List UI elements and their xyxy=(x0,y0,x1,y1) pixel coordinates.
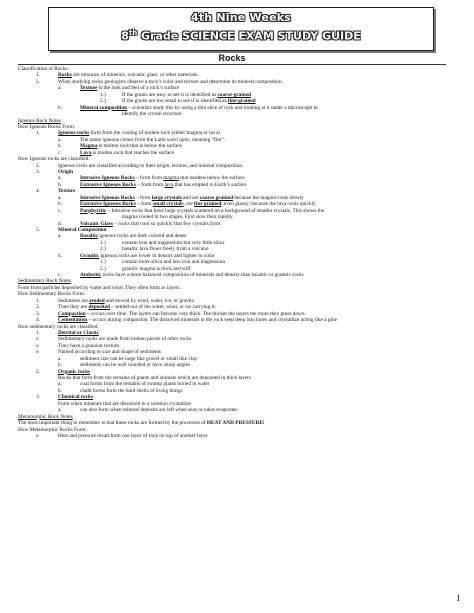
list-marker: 1. xyxy=(36,72,40,79)
text-span: Extrusive Igneous Rocks xyxy=(80,201,136,208)
text-span: Form when minerals that are dissolved in a solution crystallize xyxy=(58,400,191,407)
page-number: 1 xyxy=(456,593,461,603)
text-span: coarse grained xyxy=(199,194,234,201)
text-span: Magma xyxy=(80,143,98,150)
list-marker: 2.) xyxy=(100,265,106,272)
text-span: chalk forms form the hard shells of living things xyxy=(80,387,183,394)
header-line-2 xyxy=(49,29,433,43)
text-span: Cementation xyxy=(58,317,88,324)
text-span: can also form when mineral deposits are left when seas or lakes evaporate. xyxy=(80,407,239,414)
list-marker: 2. xyxy=(36,162,40,169)
text-span: Then they are xyxy=(58,304,89,311)
text-span: – rocks that cool so quickly that few crystals form xyxy=(112,220,221,227)
header-grade-number: 8 xyxy=(121,29,129,43)
text-span: – form from xyxy=(134,175,164,182)
text-span: and moved by wind, water, ice, or gravity. xyxy=(104,297,196,304)
text-span: that has erupted to Earth’s surface xyxy=(173,181,247,188)
list-marker: o xyxy=(36,336,39,343)
text-span: Chemical rocks xyxy=(58,394,94,401)
text-span: eroded xyxy=(89,297,105,304)
text-span: , meaning “fire”. xyxy=(189,136,226,143)
text-span: Sedimentary rocks are made from broken pieces of other rocks. xyxy=(58,336,193,343)
text-span: Intrusive Igneous Rocks xyxy=(80,194,135,201)
text-span: If the grains are easy to see it is identified as xyxy=(122,91,218,98)
list-marker: 1.) xyxy=(100,259,106,266)
text-span: Form from particles deposited by water and wind. They often form as layers. xyxy=(18,284,181,291)
text-span: The name igneous comes from the Latin word xyxy=(80,136,180,143)
list-marker: b. xyxy=(58,201,62,208)
header-guide-title: Grade SCIENCE EXAM STUDY GUIDE xyxy=(137,29,361,43)
text-span: How Metamorphic Rocks Form: xyxy=(18,426,87,433)
list-marker: 1.) xyxy=(100,239,106,246)
text-span: Rocks that form from the remains of plants and animals which are deposited in thick layers xyxy=(58,375,252,381)
document-body xyxy=(18,66,458,439)
text-span: Porphyritic xyxy=(80,207,107,214)
text-span: How Sedimentary Rocks Form: xyxy=(18,291,86,298)
text-span: rocks have a more balanced composition of minerals and density than basaltic or granitic rocks xyxy=(101,272,304,278)
text-span: large crystals xyxy=(151,194,182,201)
list-marker: o xyxy=(36,432,39,439)
header-line-1: 4th Nine Weeks xyxy=(191,11,291,24)
text-span: Granitic xyxy=(80,252,100,259)
text-line xyxy=(18,433,458,439)
text-span: fine grained xyxy=(194,201,222,208)
list-marker: a. xyxy=(58,175,62,182)
text-span: Lava xyxy=(80,149,92,156)
text-span: Compaction xyxy=(58,310,86,317)
list-marker: a. xyxy=(58,194,62,201)
list-marker: o xyxy=(36,342,39,349)
text-span: The most important thing to remember is that these rocks are formed by the processes of xyxy=(18,420,207,427)
list-marker: 2.) xyxy=(100,98,106,105)
text-span: How Igneous rocks are classified: xyxy=(18,156,90,163)
text-span: Named according to size and shape of sediments xyxy=(58,349,162,356)
list-marker: 5. xyxy=(36,226,40,233)
text-span: and are xyxy=(181,194,200,201)
text-span: lava xyxy=(164,181,174,188)
text-span: identify the crystal structure xyxy=(122,111,182,118)
list-marker: 1. xyxy=(36,297,40,304)
list-marker: b. xyxy=(58,104,62,111)
text-span: Sediments are xyxy=(58,297,90,304)
text-span: Igneous Rock Notes xyxy=(18,117,61,124)
list-marker: a. xyxy=(58,381,62,388)
list-marker: 1.) xyxy=(100,91,106,98)
text-span: sediments can be well rounded or have sharp angles xyxy=(80,362,191,369)
text-span: Organic rocks xyxy=(58,368,91,375)
list-marker: b. xyxy=(58,181,62,188)
list-marker: b. xyxy=(58,143,62,150)
text-span: because the magma cools slowly xyxy=(233,194,304,201)
text-span: Origin xyxy=(58,169,74,175)
text-span: Texture xyxy=(58,188,76,195)
list-marker: c. xyxy=(58,149,62,156)
list-marker: b. xyxy=(58,252,62,259)
text-span: Andesitic xyxy=(80,272,102,278)
text-span: small crystals xyxy=(152,201,184,208)
text-span: When studying rocks geologists observe a rock’s color and texture and determine its mineral composition. xyxy=(58,78,283,85)
text-span: Classification of Rocks: xyxy=(18,66,69,72)
text-span: ignis xyxy=(179,136,190,143)
text-span: – form xyxy=(134,194,152,201)
text-span: coal forms from the remains of swamp plants buried in water xyxy=(80,381,210,388)
text-span: igneous rocks are lower in density and lighter in color xyxy=(99,252,215,259)
text-span: HEAT AND PRESSURE! xyxy=(206,420,265,427)
list-marker: 3. xyxy=(36,310,40,317)
text-span: – occurs during compaction. The dissolved minerals in the rock seep deep into holes and crystallize acting like a glue xyxy=(87,317,337,324)
text-span: Sedimentary Rock Notes xyxy=(18,278,71,285)
list-marker: 2. xyxy=(36,78,40,85)
list-marker: c. xyxy=(58,272,62,278)
list-marker: 2. xyxy=(36,368,40,375)
list-marker: o xyxy=(36,349,39,356)
list-marker: 3. xyxy=(36,169,40,175)
text-span: contain iron and magnesium but very little silica xyxy=(122,239,225,246)
list-marker: c. xyxy=(58,207,62,214)
text-span: – Intrusive rocks that have large crystals scattered on a background of smaller crystals. This shows the xyxy=(106,207,325,214)
list-marker: 3. xyxy=(36,394,40,401)
list-marker: a. xyxy=(58,355,62,362)
text-span: form from the cooling of molten rock (either magma or lava) xyxy=(89,130,220,137)
list-marker: a. xyxy=(58,407,62,414)
text-span: Mineral composition xyxy=(80,104,127,111)
text-span: igneous rocks are dark colored and dense xyxy=(97,233,187,240)
text-span: Rocks xyxy=(58,72,72,79)
text-span: Metamorphic Rock Notes xyxy=(18,413,73,420)
text-span: – settled out of the water, wind, or ice carrying it. xyxy=(109,304,216,311)
list-marker: 1. xyxy=(36,329,40,336)
text-span: How Igneous Rocks Form: xyxy=(18,123,76,130)
text-span: If the grains are too small to see if is identified as xyxy=(122,98,228,105)
text-span: Detrital or Clastic xyxy=(58,329,99,336)
text-span: is the look and feel of a rock’s surface xyxy=(97,85,180,92)
text-span: coarse-grained xyxy=(217,91,252,98)
text-span: granitic magma is thick and stiff xyxy=(122,265,191,272)
text-span: Heat and pressure result from one layer of rock on top of another layer xyxy=(58,432,208,439)
text-span: contain more silica and less iron and magnesium xyxy=(122,259,226,266)
text-span: that hardens below the surface xyxy=(178,175,245,182)
text-span: are mixtures of minerals, volcanic glass, or other materials. xyxy=(71,72,199,79)
text-span: , even glassy; because the lava cools quickly xyxy=(221,201,316,208)
list-marker: 2. xyxy=(36,304,40,311)
section-title: Rocks xyxy=(18,53,446,65)
text-span: Basaltic xyxy=(80,233,98,240)
list-marker: b. xyxy=(58,362,62,369)
text-span: Mineral Composition xyxy=(58,226,107,233)
list-marker: b. xyxy=(58,387,62,394)
list-marker: a. xyxy=(58,85,62,92)
text-span: – form xyxy=(135,201,153,208)
text-span: deposited xyxy=(88,304,110,311)
text-span: fine-grained xyxy=(227,98,256,105)
title-box xyxy=(48,7,434,51)
text-span: Extrusive Igneous Rocks xyxy=(80,181,136,188)
text-span: Volcanic Glass xyxy=(80,220,113,227)
list-marker: a. xyxy=(58,136,62,143)
text-span: magma xyxy=(163,175,179,182)
text-span: Igneous rocks xyxy=(58,130,90,137)
text-span: – scientists study this by using a thin slice of rock and looking at it under a microscope to xyxy=(126,104,318,111)
text-span: sediment size can be large like gravel or small like clay xyxy=(80,355,198,362)
text-span: magma cooled in two stages. First slow then rapidly. xyxy=(122,214,234,221)
text-span: How sedimentary rocks are classified: xyxy=(18,323,99,330)
list-marker: 4. xyxy=(36,188,40,195)
list-marker: d. xyxy=(58,220,62,227)
text-span: They have a granular texture. xyxy=(58,342,121,349)
text-span: , are xyxy=(183,201,195,208)
text-span: Igneous rocks are classified according to their origin, texture, and mineral composition. xyxy=(58,162,244,169)
text-span: Texture xyxy=(80,85,98,92)
text-span: basaltic lava flows freely from a volcano xyxy=(122,246,209,253)
text-span: Intrusive Igneous Rocks xyxy=(80,175,135,182)
list-marker: 4. xyxy=(36,317,40,324)
text-span: is molten rock that reaches the surface xyxy=(91,149,174,156)
list-marker: 2.) xyxy=(100,246,106,253)
text-span: is molten rock that is below the surface xyxy=(97,143,182,150)
list-marker: 1. xyxy=(36,130,40,137)
text-span: – form from xyxy=(135,181,165,188)
list-marker: a. xyxy=(58,233,62,240)
header-grade-suffix: th xyxy=(128,29,138,37)
text-span: – occurs over time. The layers can become very thick. The thicker the layers the more they press down. xyxy=(85,310,306,317)
